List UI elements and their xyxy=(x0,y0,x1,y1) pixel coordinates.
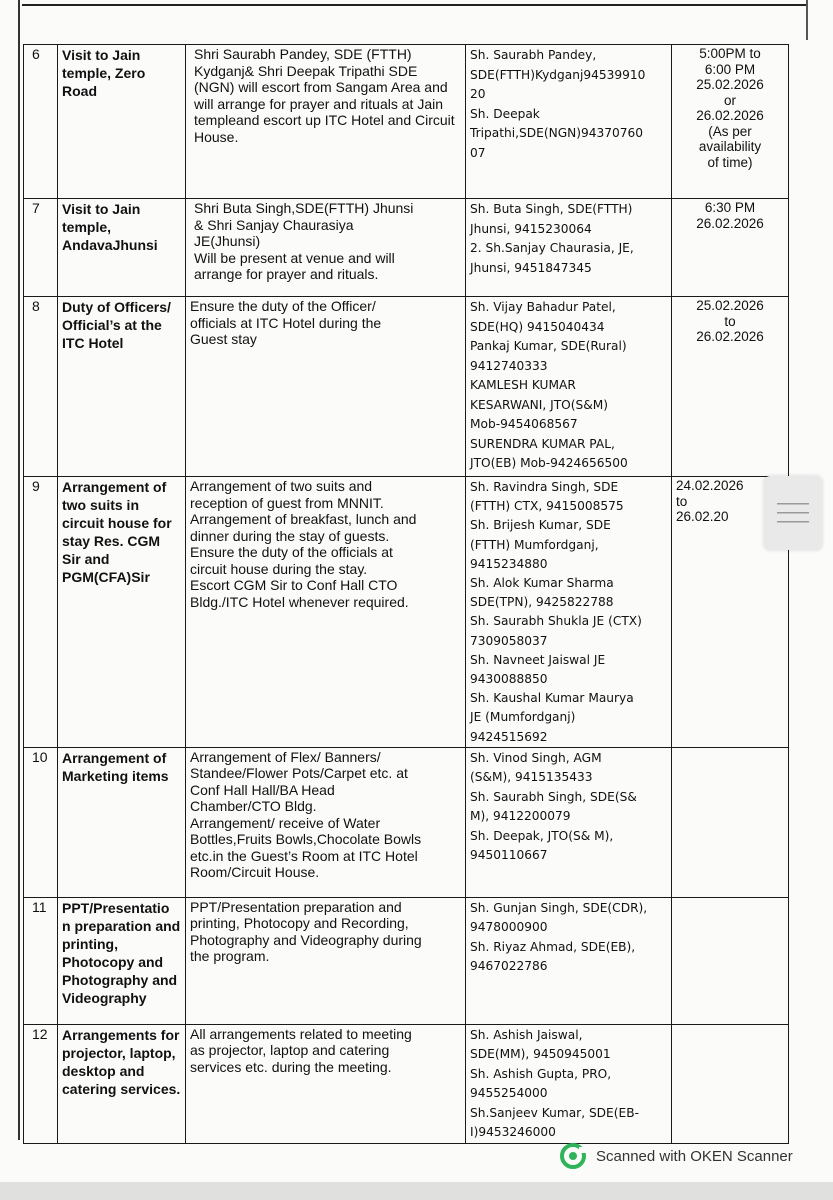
table-row xyxy=(24,1024,789,1143)
time-cell: 5:00PM to 6:00 PM 25.02.2026 or 26.02.2026 (As per availability of time) xyxy=(672,45,789,199)
activity-cell: Visit to Jain temple, AndavaJhunsi xyxy=(58,199,186,297)
oken-scanner-logo-icon xyxy=(560,1143,586,1169)
activity-cell: Duty of Officers/ Official’s at the ITC Hotel xyxy=(58,297,186,477)
description-cell: PPT/Presentation preparation and printing, Photocopy and Recording, Photography and Videography during the program. xyxy=(186,897,466,1024)
officers-cell: Sh. Vijay Bahadur Patel, SDE(HQ) 9415040434 Pankaj Kumar, SDE(Rural) 9412740333 KAMLESH KUMAR KESARWANI, JTO(S&M) Mob-9454068567 SURENDRA KUMAR PAL, JTO(EB) Mob-9424656500 xyxy=(466,297,672,477)
serial-number: 9 xyxy=(24,477,58,748)
description-cell: All arrangements related to meeting as projector, laptop and catering services etc. during the meeting. xyxy=(186,1024,466,1143)
time-cell xyxy=(672,897,789,1024)
scanner-watermark xyxy=(560,1142,793,1170)
page-right-edge xyxy=(806,0,808,40)
duty-table xyxy=(23,44,789,1144)
table-row xyxy=(24,747,789,897)
time-cell: 24.02.2026 to 26.02.20 xyxy=(672,477,789,748)
description-cell: Ensure the duty of the Officer/ officials at ITC Hotel during the Guest stay xyxy=(186,297,466,477)
officers-cell: Sh. Vinod Singh, AGM (S&M), 9415135433 Sh. Saurabh Singh, SDE(S& M), 9412200079 Sh. Deepak, JTO(S& M), 9450110667 xyxy=(466,747,672,897)
serial-number: 11 xyxy=(24,897,58,1024)
page-left-border xyxy=(18,0,20,1140)
officers-cell: Sh. Ravindra Singh, SDE (FTTH) CTX, 9415008575 Sh. Brijesh Kumar, SDE (FTTH) Mumfordganj, 9415234880 Sh. Alok Kumar Sharma SDE(TPN), 9425822788 Sh. Saurabh Shukla JE (CTX) 7309058037 Sh. Navneet Jaiswal JE 9430088850 Sh. Kaushal Kumar Maurya JE (Mumfordganj) 9424515692 xyxy=(466,477,672,748)
table-row xyxy=(24,45,789,199)
officers-cell: Sh. Saurabh Pandey, SDE(FTTH)Kydganj94539910 20 Sh. Deepak Tripathi,SDE(NGN)94370760 07 xyxy=(466,45,672,199)
time-cell xyxy=(672,1024,789,1143)
description-cell: Arrangement of two suits and reception of guest from MNNIT. Arrangement of breakfast, lunch and dinner during the stay of guests. Ensure the duty of the officials at circuit house during the stay. Escort CGM Sir to Conf Hall CTO Bldg./ITC Hotel whenever required. xyxy=(186,477,466,748)
page-menu-button[interactable] xyxy=(764,476,822,550)
table-row xyxy=(24,897,789,1024)
table-row xyxy=(24,297,789,477)
page-bottom-edge xyxy=(0,1182,833,1200)
hamburger-menu-icon xyxy=(775,500,811,526)
activity-cell: Arrangements for projector, laptop, desktop and catering services. xyxy=(58,1024,186,1143)
watermark-text: Scanned with OKEN Scanner xyxy=(596,1147,793,1165)
activity-cell: Arrangement of Marketing items xyxy=(58,747,186,897)
officers-cell: Sh. Buta Singh, SDE(FTTH) Jhunsi, 9415230064 2. Sh.Sanjay Chaurasia, JE, Jhunsi, 9451847345 xyxy=(466,199,672,297)
officers-cell: Sh. Ashish Jaiswal, SDE(MM), 9450945001 Sh. Ashish Gupta, PRO, 9455254000 Sh.Sanjeev Kumar, SDE(EB- I)9453246000 xyxy=(466,1024,672,1143)
description-cell: Shri Buta Singh,SDE(FTTH) Jhunsi & Shri Sanjay Chaurasiya JE(Jhunsi) Will be present at venue and will arrange for prayer and rituals. xyxy=(186,199,466,297)
activity-cell: Visit to Jain temple, Zero Road xyxy=(58,45,186,199)
officers-cell: Sh. Gunjan Singh, SDE(CDR), 9478000900 Sh. Riyaz Ahmad, SDE(EB), 9467022786 xyxy=(466,897,672,1024)
serial-number: 8 xyxy=(24,297,58,477)
description-cell: Arrangement of Flex/ Banners/ Standee/Flower Pots/Carpet etc. at Conf Hall Hall/BA Head Chamber/CTO Bldg. Arrangement/ receive of Water Bottles,Fruits Bowls,Chocolate Bowls etc.in the Guest’s Room at ITC Hotel Room/Circuit House. xyxy=(186,747,466,897)
time-cell xyxy=(672,747,789,897)
serial-number: 6 xyxy=(24,45,58,199)
table-row xyxy=(24,199,789,297)
time-cell: 6:30 PM 26.02.2026 xyxy=(672,199,789,297)
serial-number: 7 xyxy=(24,199,58,297)
page-top-border xyxy=(22,4,807,6)
table-row xyxy=(24,477,789,748)
description-cell: Shri Saurabh Pandey, SDE (FTTH) Kydganj& Shri Deepak Tripathi SDE (NGN) will escort from Sangam Area and will arrange for prayer and rituals at Jain templeand escort up ITC Hotel and Circuit House. xyxy=(186,45,466,199)
serial-number: 10 xyxy=(24,747,58,897)
serial-number: 12 xyxy=(24,1024,58,1143)
time-cell: 25.02.2026 to 26.02.2026 xyxy=(672,297,789,477)
activity-cell: Arrangement of two suits in circuit house for stay Res. CGM Sir and PGM(CFA)Sir xyxy=(58,477,186,748)
activity-cell: PPT/Presentatio n preparation and printing, Photocopy and Photography and Videography xyxy=(58,897,186,1024)
